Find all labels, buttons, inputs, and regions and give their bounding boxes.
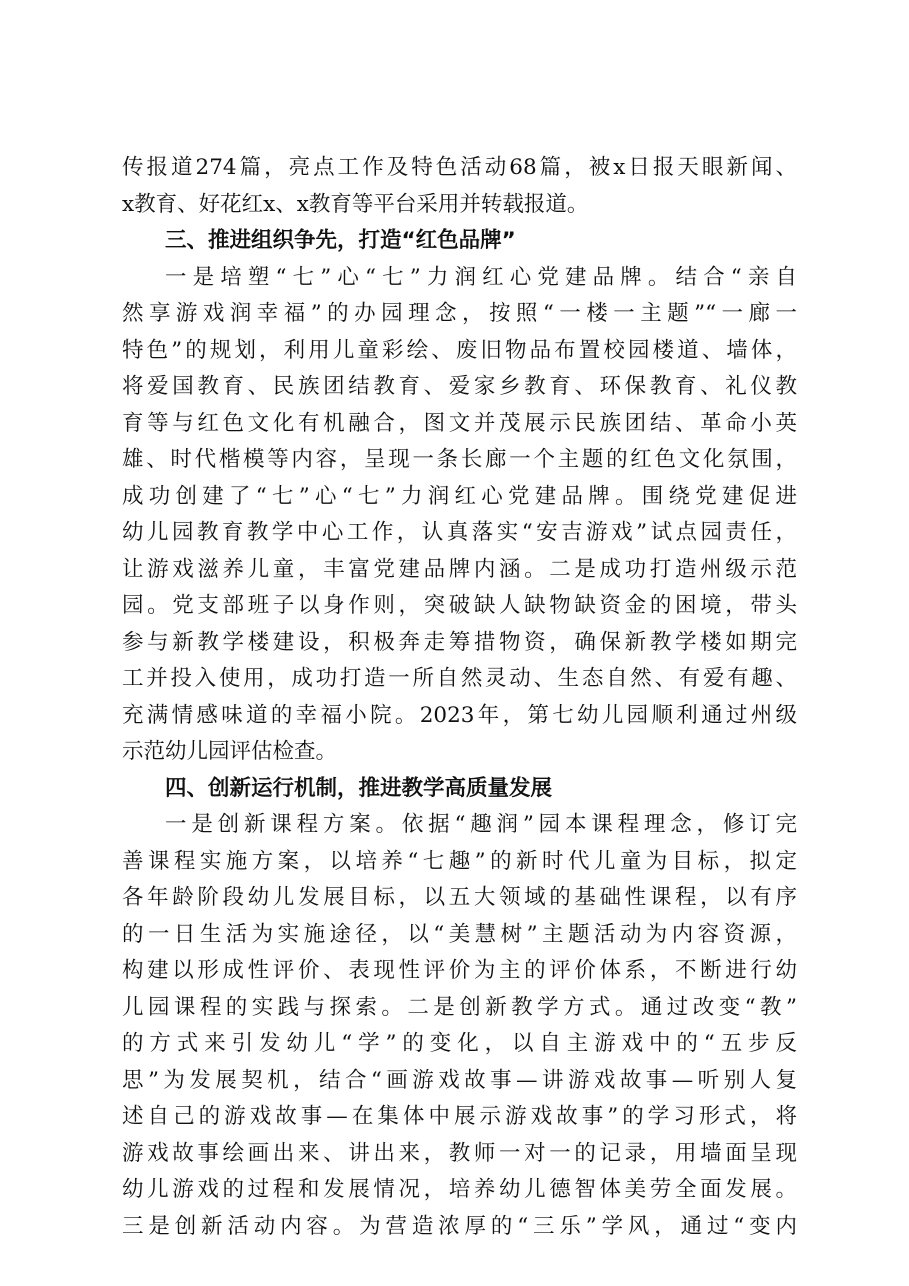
section-heading-4: 四、创新运行机制，推进教学高质量发展 — [165, 775, 553, 801]
text-line: 参与新教学楼建设，积极奔走筹措物资，确保新教学楼如期完 — [122, 629, 797, 655]
text-line: 将爱国教育、民族团结教育、爱家乡教育、环保教育、礼仪教 — [122, 374, 797, 399]
text-line: 构建以形成性评价、表现性评价为主的评价体系，不断进行幼 — [122, 958, 797, 983]
text-line: 幼儿游戏的过程和发展情况，培养幼儿德智体美劳全面发展。 — [122, 1177, 797, 1202]
text-line: 的方式来引发幼儿“学”的变化，以自主游戏中的“五步反 — [122, 1031, 797, 1056]
text-line: 成功创建了“七”心“七”力润红心党建品牌。围绕党建促进 — [122, 483, 797, 509]
text-line: 儿园课程的实践与探索。二是创新教学方式。通过改变“教” — [122, 994, 797, 1020]
text-line: 雄、时代楷模等内容，呈现一条长廊一个主题的红色文化氛围， — [122, 447, 797, 472]
text-line: 让游戏滋养儿童，丰富党建品牌内涵。二是成功打造州级示范 — [122, 556, 797, 582]
text-line: 各年龄阶段幼儿发展目标，以五大领域的基础性课程，以有序 — [122, 885, 797, 910]
text-line: 幼儿园教育教学中心工作，认真落实“安吉游戏”试点园责任， — [122, 520, 797, 545]
document-body — [122, 150, 797, 1245]
text-line: 一是创新课程方案。依据“趣润”园本课程理念，修订完 — [165, 812, 797, 837]
text-line: 的一日生活为实施途径，以“美慧树”主题活动为内容资源， — [122, 921, 797, 947]
section-heading-3: 三、推进组织争先，打造“红色品牌” — [165, 228, 516, 253]
text-line: 充满情感味道的幸福小院。2023年，第七幼儿园顺利通过州级 — [122, 702, 797, 728]
text-line: 思”为发展契机，结合“画游戏故事—讲游戏故事—听别人复 — [122, 1067, 797, 1093]
text-line: 一是培塑“七”心“七”力润红心党建品牌。结合“亲自 — [165, 264, 797, 290]
text-line: x教育、好花红x、x教育等平台采用并转载报道。 — [122, 191, 589, 217]
paragraph-continuation — [122, 150, 797, 223]
text-line: 游戏故事绘画出来、讲出来，教师一对一的记录，用墙面呈现 — [122, 1140, 797, 1166]
text-line: 示范幼儿园评估检查。 — [122, 739, 338, 764]
text-line: 述自己的游戏故事—在集体中展示游戏故事”的学习形式，将 — [122, 1104, 797, 1129]
text-line: 特色”的规划，利用儿童彩绘、废旧物品布置校园楼道、墙体， — [122, 337, 797, 363]
text-line: 三是创新活动内容。为营造浓厚的“三乐”学风，通过“变内 — [122, 1213, 797, 1239]
text-line: 工并投入使用，成功打造一所自然灵动、生态自然、有爱有趣、 — [122, 666, 797, 691]
text-line: 育等与红色文化有机融合，图文并茂展示民族团结、革命小英 — [122, 410, 797, 436]
text-line: 善课程实施方案，以培养“七趣”的新时代儿童为目标，拟定 — [122, 848, 797, 874]
text-line: 园。党支部班子以身作则，突破缺人缺物缺资金的困境，带头 — [122, 593, 797, 618]
text-line: 传报道274篇，亮点工作及特色活动68篇，被x日报天眼新闻、 — [122, 155, 797, 180]
paragraph-section-4 — [122, 807, 797, 1245]
paragraph-section-3 — [122, 260, 797, 771]
text-line: 然享游戏润幸福”的办园理念，按照“一楼一主题”“一廊一 — [122, 301, 797, 326]
